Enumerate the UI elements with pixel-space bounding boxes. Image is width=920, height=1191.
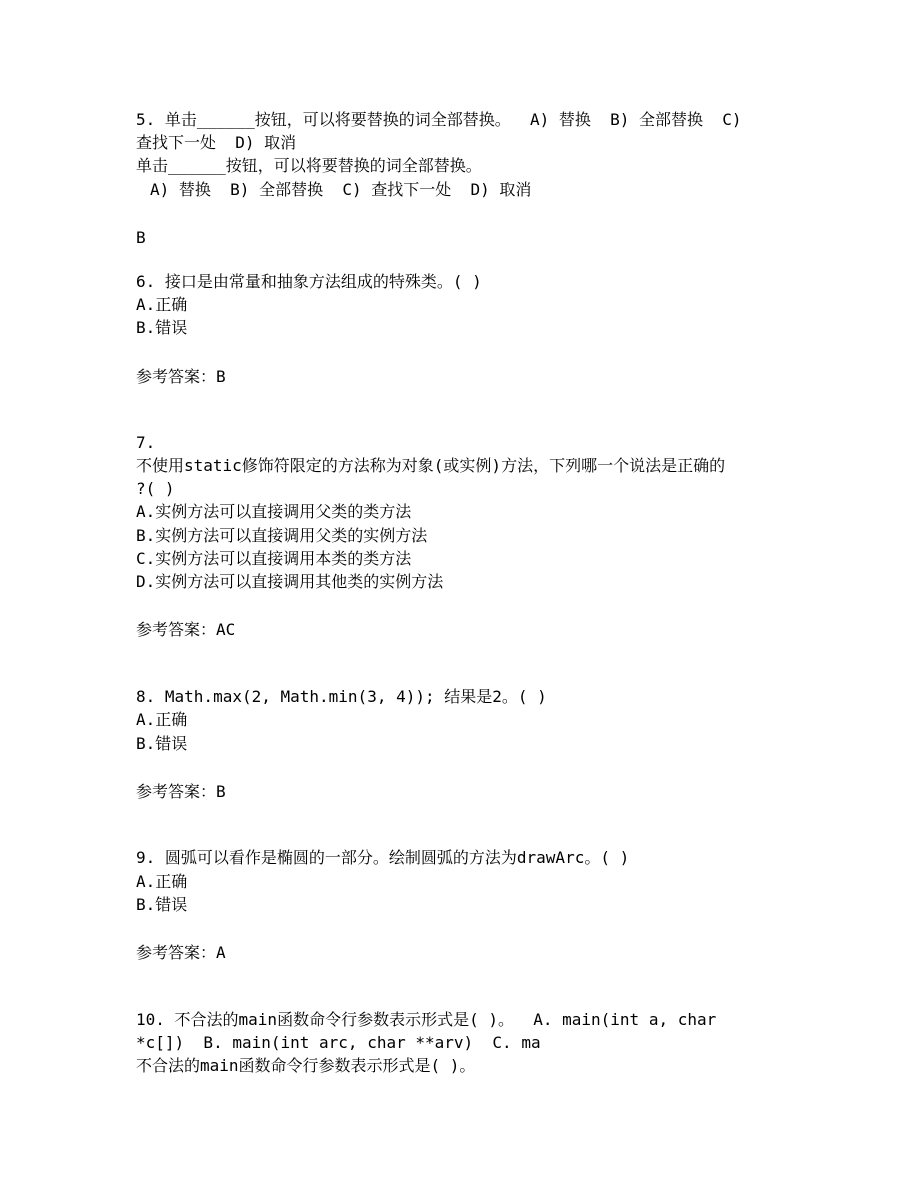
q8-option-a: A.正确 [136,710,188,729]
q10-line-2: *c[]) B. main(int arc, char **arv) C. ma [136,1033,541,1052]
q7-question-line-1: 不使用static修饰符限定的方法称为对象(或实例)方法，下列哪一个说法是正确的 [136,456,726,475]
q6-answer: 参考答案：B [136,367,226,386]
q9-option-a: A.正确 [136,872,188,891]
q5-line-1: 5. 单击______按钮，可以将要替换的词全部替换。 A) 替换 B) 全部替换 C) [136,110,742,129]
q8-question: 8. Math.max(2, Math.min(3, 4)); 结果是2。( ) [136,687,547,706]
q9-question: 9. 圆弧可以看作是椭圆的一部分。绘制圆弧的方法为drawArc。( ) [136,848,630,867]
q7-option-c: C.实例方法可以直接调用本类的类方法 [136,549,412,568]
q8-answer: 参考答案：B [136,782,226,801]
q7-answer: 参考答案：AC [136,620,236,639]
q5-answer: B [136,228,146,247]
q7-question-line-2: ?( ) [136,479,175,498]
q7-option-d: D.实例方法可以直接调用其他类的实例方法 [136,572,444,591]
q6-question: 6. 接口是由常量和抽象方法组成的特殊类。( ) [136,272,482,291]
q7-number: 7. [136,433,156,452]
q7-option-a: A.实例方法可以直接调用父类的类方法 [136,502,412,521]
q8-option-b: B.错误 [136,734,188,753]
q10-line-3: 不合法的main函数命令行参数表示形式是( )。 [136,1056,476,1075]
q5-options: A) 替换 B) 全部替换 C) 查找下一处 D) 取消 [150,180,532,199]
q9-answer: 参考答案：A [136,943,226,962]
q6-option-b: B.错误 [136,318,188,337]
q5-line-3: 单击______按钮，可以将要替换的词全部替换。 [136,156,482,175]
q10-line-1: 10. 不合法的main函数命令行参数表示形式是( )。 A. main(int a, char [136,1010,717,1029]
q9-option-b: B.错误 [136,895,188,914]
q7-option-b: B.实例方法可以直接调用父类的实例方法 [136,526,428,545]
q5-line-2: 查找下一处 D) 取消 [136,133,297,152]
q6-option-a: A.正确 [136,295,188,314]
